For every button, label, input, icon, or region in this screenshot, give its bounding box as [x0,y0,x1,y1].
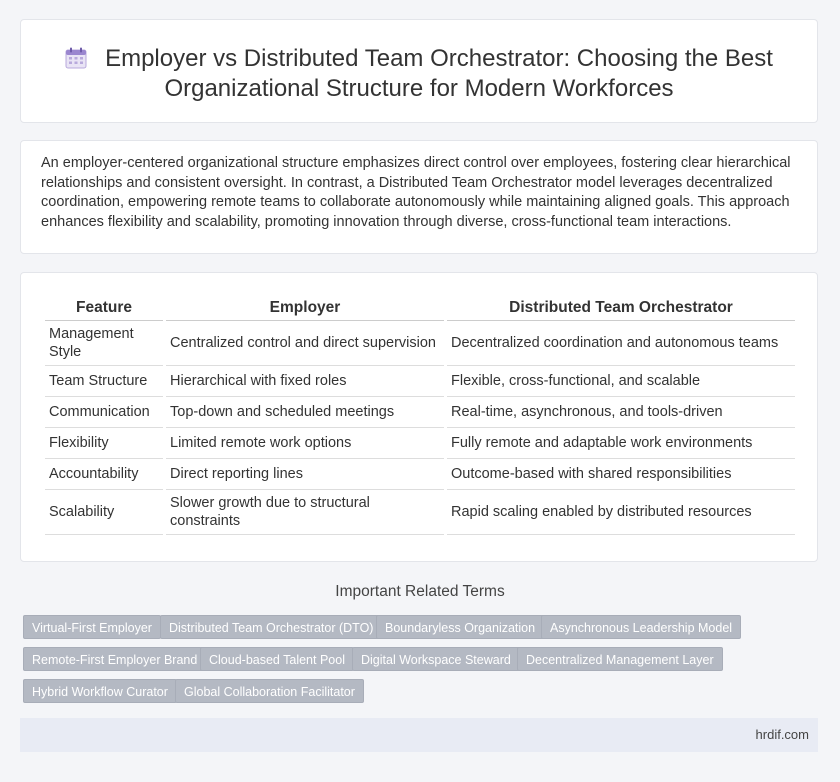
page-title [61,44,777,104]
cell-feature: Management Style [45,321,163,366]
cell-employer: Top-down and scheduled meetings [166,397,444,428]
table-row [45,321,795,366]
comparison-card [20,272,818,562]
table-row [45,490,795,535]
cell-employer: Slower growth due to structural constraints [166,490,444,535]
cell-dto: Flexible, cross-functional, and scalable [447,366,795,397]
cell-dto: Outcome-based with shared responsibilities [447,459,795,490]
table-row [45,366,795,397]
table-row [45,397,795,428]
cell-feature: Accountability [45,459,163,490]
cell-feature: Scalability [45,490,163,535]
related-tag[interactable]: Hybrid Workflow Curator [23,679,177,703]
footer-site[interactable]: hrdif.com [755,727,809,742]
intro-card [20,140,818,254]
related-tag[interactable]: Decentralized Management Layer [517,647,723,671]
related-terms-title: Important Related Terms [335,583,505,600]
related-tag[interactable]: Global Collaboration Facilitator [175,679,364,703]
related-tag[interactable]: Boundaryless Organization [376,615,544,639]
header-employer: Employer [166,294,444,321]
related-tag[interactable]: Distributed Team Orchestrator (DTO) [160,615,382,639]
footer-bar [20,718,818,752]
cell-employer: Hierarchical with fixed roles [166,366,444,397]
cell-feature: Communication [45,397,163,428]
header-feature: Feature [45,294,163,321]
cell-dto: Rapid scaling enabled by distributed resources [447,490,795,535]
related-tag[interactable]: Cloud-based Talent Pool [200,647,354,671]
related-tag[interactable]: Asynchronous Leadership Model [541,615,741,639]
cell-employer: Limited remote work options [166,428,444,459]
comparison-table [42,294,798,535]
cell-dto: Real-time, asynchronous, and tools-driven [447,397,795,428]
header-card [20,19,818,123]
cell-feature: Flexibility [45,428,163,459]
related-tag[interactable]: Virtual-First Employer [23,615,161,639]
cell-feature: Team Structure [45,366,163,397]
table-header-row [45,294,795,321]
header-dto: Distributed Team Orchestrator [447,294,795,321]
cell-dto: Decentralized coordination and autonomous teams [447,321,795,366]
calendar-icon [65,47,87,69]
cell-dto: Fully remote and adaptable work environments [447,428,795,459]
table-row [45,459,795,490]
cell-employer: Centralized control and direct supervision [166,321,444,366]
cell-employer: Direct reporting lines [166,459,444,490]
related-tag[interactable]: Remote-First Employer Brand [23,647,206,671]
related-tag[interactable]: Digital Workspace Steward [352,647,520,671]
title-text: Employer vs Distributed Team Orchestrator: Choosing the Best Organizational Structure for Modern Workforces [105,45,773,102]
intro-paragraph: An employer-centered organizational structure emphasizes direct control over employees, fostering clear hierarchical relationships and consistent oversight. In contrast, a Distributed Team Orchestrator model leverages decentralized coordination, empowering remote teams to collaborate autonomously while maintaining aligned goals. This approach enhances flexibility and scalability, promoting innovation through diverse, cross-functional team interactions. [41,155,791,230]
table-row [45,428,795,459]
